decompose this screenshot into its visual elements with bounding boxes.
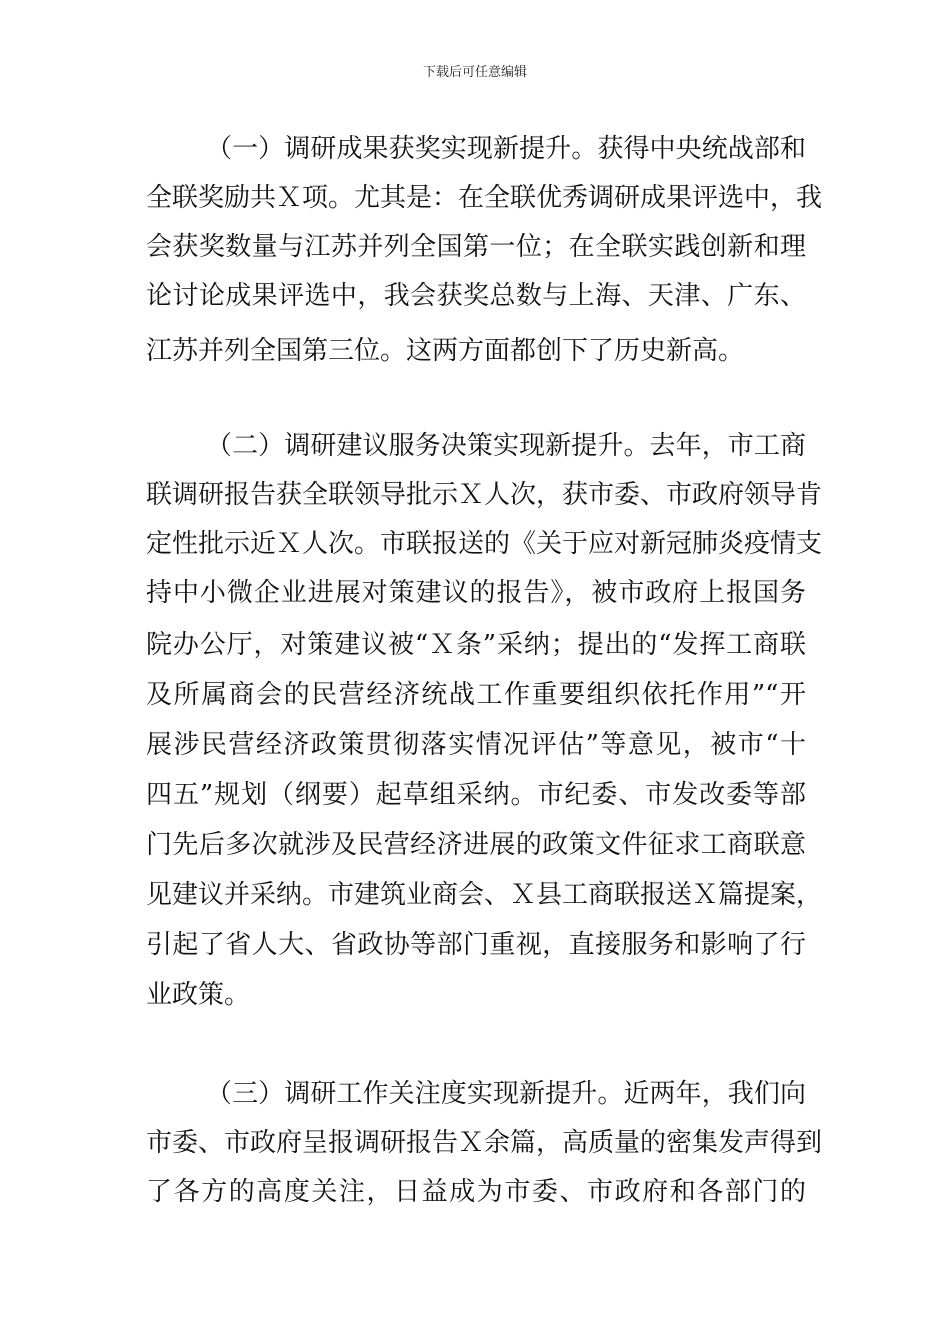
paragraph-line: 展涉民营经济政策贯彻落实情况评估”等意见，被市“十 — [146, 730, 806, 760]
paragraph-line: 门先后多次就涉及民营经济进展的政策文件征求工商联意 — [146, 830, 806, 860]
paragraph-line: 院办公厅，对策建议被“Ｘ条”采纳；提出的“发挥工商联 — [146, 630, 806, 660]
paragraph-line: 江苏并列全国第三位。这两方面都创下了历史新高。 — [146, 336, 745, 366]
paragraph-line: 市委、市政府呈报调研报告Ｘ余篇，高质量的密集发声得到 — [146, 1128, 823, 1158]
paragraph-line: 四五”规划（纲要）起草组采纳。市纪委、市发改委等部 — [146, 780, 806, 810]
paragraph-line: 会获奖数量与江苏并列全国第一位；在全联实践创新和理 — [146, 232, 806, 262]
paragraph-line: （二）调研建议服务决策实现新提升。去年，市工商 — [206, 431, 806, 461]
paragraph-line: 全联奖励共Ｘ项。尤其是：在全联优秀调研成果评选中，我 — [146, 183, 823, 213]
paragraph-line: 论讨论成果评选中，我会获奖总数与上海、天津、广东、 — [146, 281, 806, 311]
paragraph-line: 联调研报告获全联领导批示Ｘ人次，获市委、市政府领导肯 — [146, 480, 823, 510]
paragraph-line: 业政策。 — [146, 980, 251, 1010]
paragraph-line: 见建议并采纳。市建筑业商会、Ｘ县工商联报送Ｘ篇提案， — [146, 880, 823, 910]
paragraph-line: 了各方的高度关注，日益成为市委、市政府和各部门的 — [146, 1177, 806, 1207]
paragraph-line: 持中小微企业进展对策建议的报告》，被市政府上报国务 — [146, 578, 806, 608]
paragraph-line: （一）调研成果获奖实现新提升。获得中央统战部和 — [206, 134, 806, 164]
page-header: 下载后可任意编辑 — [422, 65, 527, 80]
paragraph-line: 定性批示近Ｘ人次。市联报送的《关于应对新冠肺炎疫情支 — [146, 529, 823, 559]
paragraph-line: （三）调研工作关注度实现新提升。近两年，我们向 — [206, 1079, 806, 1109]
paragraph-line: 引起了省人大、省政协等部门重视，直接服务和影响了行 — [146, 930, 806, 960]
paragraph-line: 及所属商会的民营经济统战工作重要组织依托作用”“开 — [146, 680, 806, 710]
